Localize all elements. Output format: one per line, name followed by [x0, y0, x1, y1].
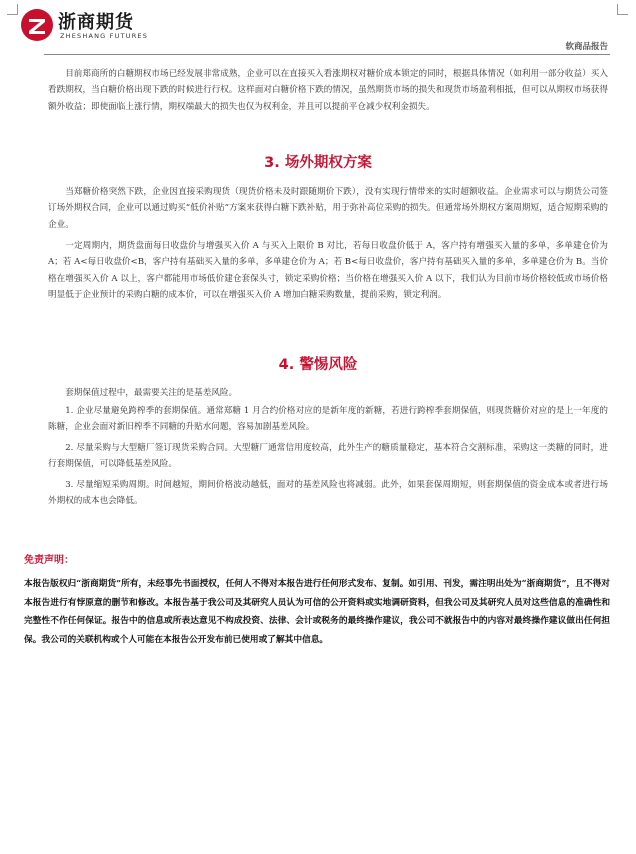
section-3-paragraph-1: 当郑糖价格突然下跌，企业因直接采购现货（现货价格未及时跟随期价下跌），没有实现行情带来的实时超额收益。企业需求可以与期货公司签订场外期权合同，企业可以通过购买“低价补贴”方案来获得白糖下跌补贴，用于弥补高位采购的损失。但通常场外期权方案周期短，适合短期采购的企业。	[48, 187, 608, 230]
logo-emblem-icon	[20, 8, 54, 42]
section-3-title: 3. 场外期权方案	[264, 155, 372, 171]
section-3-paragraph-2: 一定周期内，期货盘面每日收盘价与增强买入价 A 与买入上限价 B 对比，若每日收盘价低于 A，客户持有增强买入量的多单，多单建仓价为 A；若 A<每日收盘价<B，客户持有基础买入量的多单，多单建仓价为 A；若 B<每日收盘价，客户持有基础买入量的多单，多单建仓价为 B。当价格在增强买入价 A 以上，客户都能用市场低价建仓套保头寸，锁定采购价格；当价格在增强买入价 A 以下，我们认为目前市场价格较低或市场价格明显低于企业预计的采购白糖的成本价，可以在增强买入价 A 增加白糖采购数量，提前采购，锁定利润。	[48, 241, 608, 301]
company-logo	[20, 6, 220, 46]
disclaimer-body: 本报告版权归“浙商期货”所有，未经事先书面授权，任何人不得对本报告进行任何形式发布、复制。如引用、刊发，需注明出处为“浙商期货”，且不得对本报告进行有悖原意的删节和修改。本报告基于我公司及其研究人员认为可信的公开资料或实地调研资料，但我公司及其研究人员对这些信息的准确性和完整性不作任何保证。报告中的信息或所表达意见不构成投资、法律、会计或税务的最终操作建议，我公司不就报告中的内容对最终操作建议做出任何担保。我公司的关联机构或个人可能在本报告公开发布前已使用或了解其中信息。	[24, 579, 610, 645]
logo-english-name: ZHESHANG FUTURES	[60, 32, 149, 40]
section-4-paragraph-2: 1. 企业尽量避免跨榨季的套期保值。通常郑糖 1 月合约价格对应的是新年度的新糖，若进行跨榨季套期保值，则现货糖价对应的是上一年度的陈糖，企业会面对新旧榨季不同糖的升贴水问题，容易加剧基差风险。	[48, 406, 608, 433]
logo-chinese-name: 浙商期货	[58, 12, 134, 33]
intro-paragraph: 目前郑商所的白糖期权市场已经发展非常成熟，企业可以在直接买入看涨期权对糖价成本锁定的同时，根据具体情况（如利用一部分收益）买入看跌期权，当白糖价格出现下跌的时候进行行权。这样面对白糖价格下跌的情况，虽然期货市场的损失和现货市场盈利相抵，但可以从期权市场获得额外收益；即使面临上涨行情，期权端最大的损失也仅为权利金，并且可以提前平仓减少权利金损失。	[48, 69, 608, 112]
section-4-title: 4. 警惕风险	[278, 357, 358, 373]
header-divider	[44, 54, 610, 55]
section-4-paragraph-3: 2. 尽量采购与大型糖厂签订现货采购合同。大型糖厂通常信用度较高，此外生产的糖质量稳定，基本符合交割标准，采购这一类糖的同时，进行套期保值，可以降低基差风险。	[48, 443, 608, 470]
page-header	[0, 0, 636, 60]
section-4-paragraph-4: 3. 尽量缩短采购周期。时间越短，期间价格波动越低，面对的基差风险也将减弱。此外，如果套保周期短，则套期保值的资金成本或者进行场外期权的成本也会降低。	[48, 480, 608, 507]
disclaimer-title: 免责声明：	[24, 555, 74, 566]
report-type-label: 软商品报告	[565, 42, 608, 52]
section-4-paragraph-1: 套期保值过程中，最需要关注的是基差风险。	[65, 388, 238, 398]
